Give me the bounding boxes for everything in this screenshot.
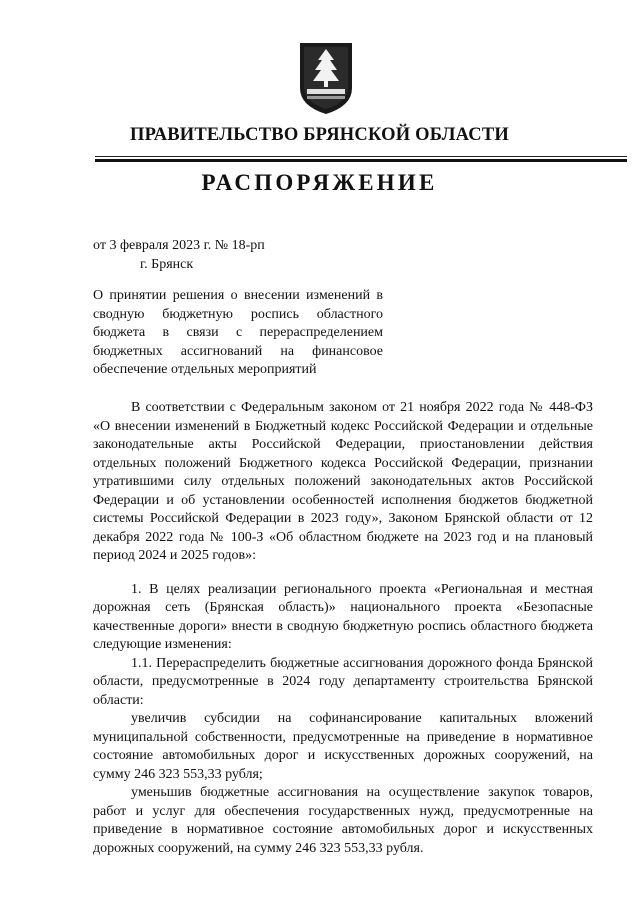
item-1-paragraph: 1. В целях реализации регионального проекта «Региональная и местная дорожная сеть (Брянская область)» национального проекта «Безопасные качественные дороги» внести в сводную бюджетную роспись областного бюджета следующие изменения: bbox=[93, 581, 593, 652]
document-date: 3 февраля 2023 г. bbox=[109, 238, 212, 253]
decrease-paragraph: уменьшив бюджетные ассигнования на осуществление закупок товаров, работ и услуг для обеспечения государственных нужд, предусмотренные на приведение в нормативное состояние автомобильных дорог и искусственных дорожных сооружений, на сумму 246 323 553,33 рубля. bbox=[93, 785, 593, 856]
organization-title: ПРАВИТЕЛЬСТВО БРЯНСКОЙ ОБЛАСТИ bbox=[129, 125, 509, 145]
item-1-1-paragraph: 1.1. Перераспределить бюджетные ассигнования дорожного фонда Брянской области, предусмотренные в 2024 году департаменту строительства Брянской области: bbox=[93, 655, 593, 708]
header-divider-thick bbox=[95, 159, 627, 162]
document-subject: О принятии решения о внесении изменений в сводную бюджетную роспись областного бюджета в связи с перераспределением бюджетных ассигнований на финансовое обеспечение отдельных мероприятий bbox=[93, 288, 383, 377]
emblem-band bbox=[307, 89, 345, 99]
coat-of-arms-emblem bbox=[297, 40, 355, 116]
increase-paragraph: увеличив субсидии на софинансирование капитальных вложений муниципальной собственности, предусмотренные на приведение в нормативное состояние автомобильных дорог и искусственных дорожных сооружений, на сумму 246 323 553,33 рубля; bbox=[93, 711, 593, 782]
document-body bbox=[93, 399, 593, 858]
document-city: г. Брянск bbox=[140, 257, 194, 272]
date-number-line bbox=[93, 238, 265, 254]
document-type-heading: РАСПОРЯЖЕНИЕ bbox=[201, 170, 438, 195]
header-divider-thin bbox=[95, 156, 627, 157]
document-number: № 18-рп bbox=[214, 238, 265, 253]
preamble-paragraph: В соответствии с Федеральным законом от 21 ноября 2022 года № 448-ФЗ «О внесении изменений в Бюджетный кодекс Российской Федерации и отдельные законодательные акты Российской Федерации, приостановлении действия отдельных положений Бюджетного кодекса Российской Федерации, признании утратившими силу отдельных положений законодательных актов Российской Федерации и об установлении особенностей исполнения бюджетов бюджетной системы Российской Федерации в 2023 году», Законом Брянской области от 12 декабря 2022 года № 100-З «Об областном бюджете на 2023 год и на плановый период 2024 и 2025 годов»: bbox=[93, 400, 593, 563]
date-prefix: от bbox=[93, 238, 106, 253]
